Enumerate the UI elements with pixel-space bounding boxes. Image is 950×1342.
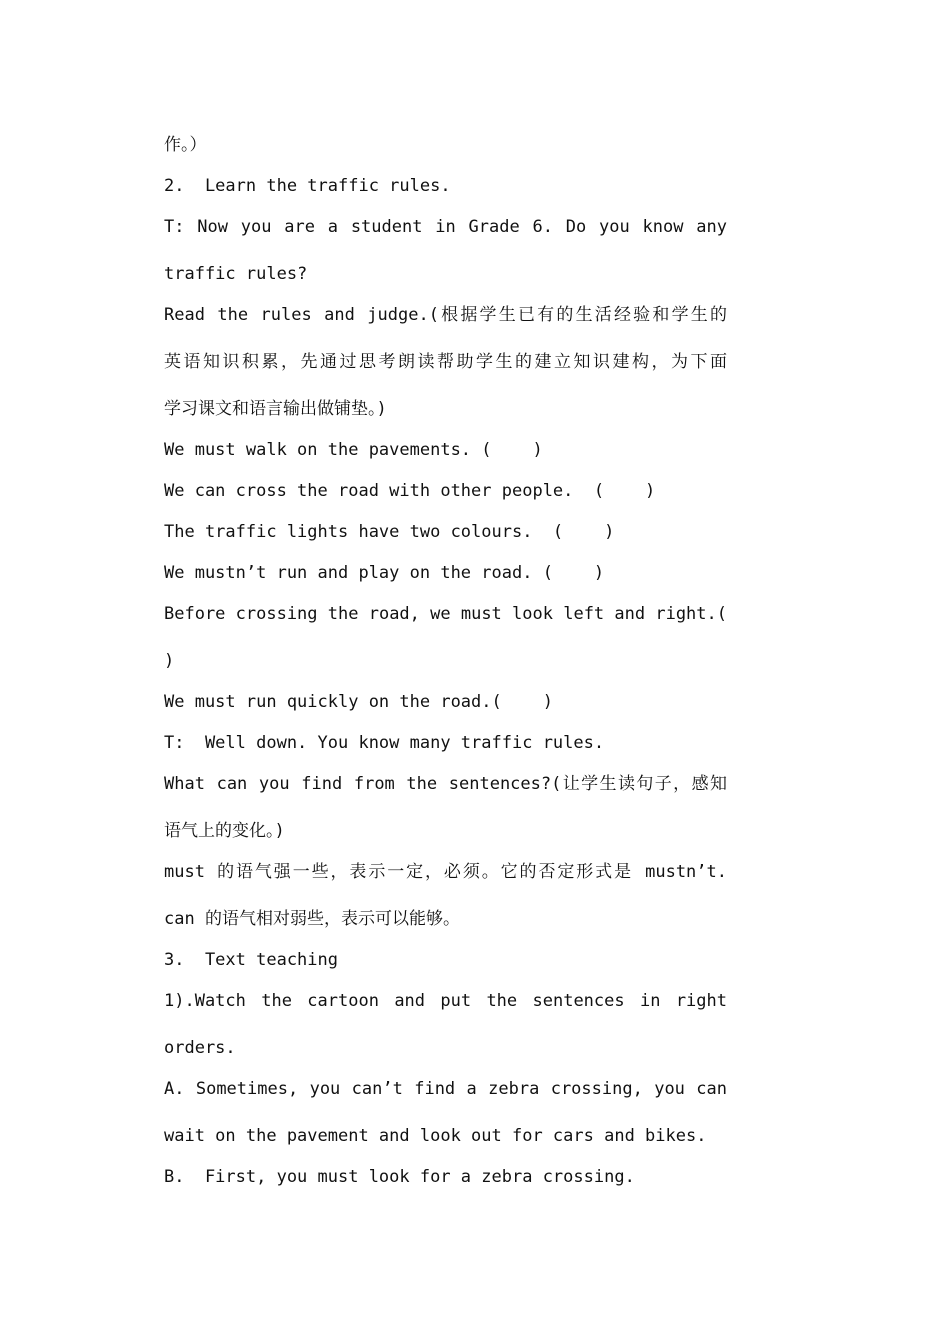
- judge-item: We must walk on the pavements. ( ): [164, 440, 543, 460]
- judge-item: We mustn’t run and play on the road. ( ): [164, 563, 605, 583]
- option-item: A. Sometimes, you can’t find a zebra crossing, you can: [164, 1079, 727, 1099]
- text-line: What can you find from the sentences?(让学生读句子，感知: [164, 774, 727, 794]
- text-line: 语气上的变化。): [164, 821, 285, 841]
- judge-item: We can cross the road with other people. ( ): [164, 481, 656, 501]
- text-line: can 的语气相对弱些，表示可以能够。: [164, 909, 460, 929]
- option-item: B. First, you must look for a zebra crossing.: [164, 1167, 635, 1187]
- section-heading: 2. Learn the traffic rules.: [164, 176, 451, 196]
- judge-item: The traffic lights have two colours. ( ): [164, 522, 615, 542]
- text-line: wait on the pavement and look out for cars and bikes.: [164, 1126, 707, 1146]
- text-line: T: Well down. You know many traffic rules.: [164, 733, 605, 753]
- text-line: orders.: [164, 1038, 236, 1058]
- text-line: 学习课文和语言输出做铺垫。): [164, 399, 387, 419]
- text-line: 1).Watch the cartoon and put the sentences in right: [164, 991, 727, 1011]
- text-line: Read the rules and judge.(根据学生已有的生活经验和学生的: [164, 305, 727, 325]
- judge-item: We must run quickly on the road.( ): [164, 692, 553, 712]
- section-heading: 3. Text teaching: [164, 950, 338, 970]
- text-line: 英语知识积累，先通过思考朗读帮助学生的建立知识建构，为下面: [164, 352, 727, 372]
- text-line: traffic rules?: [164, 264, 308, 284]
- judge-item: Before crossing the road, we must look left and right.(: [164, 604, 727, 624]
- text-line: must 的语气强一些，表示一定，必须。它的否定形式是 mustn’t.: [164, 862, 727, 882]
- text-line: ): [164, 651, 175, 671]
- text-line: T: Now you are a student in Grade 6. Do you know any: [164, 217, 727, 237]
- text-line: 作。）: [164, 135, 207, 155]
